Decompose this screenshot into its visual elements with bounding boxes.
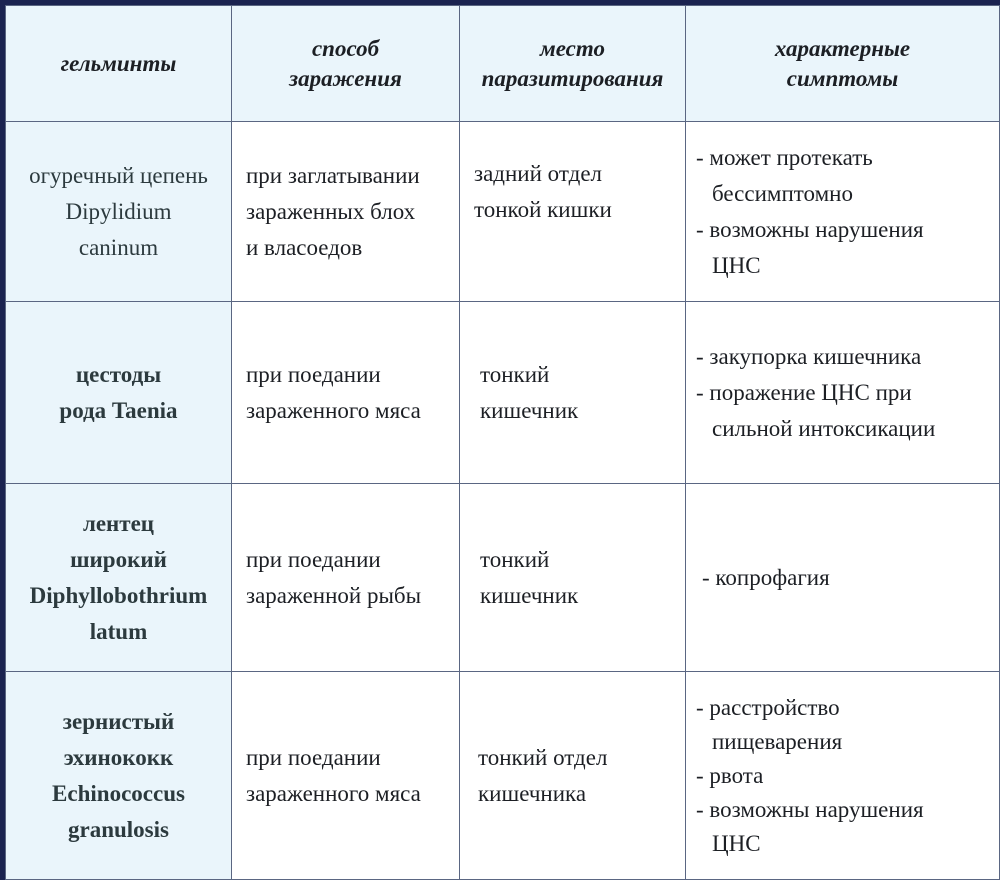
helminth-cell — [6, 122, 232, 302]
helminth-name: рода Taenia — [59, 397, 178, 423]
method-text: зараженного мяса — [246, 780, 421, 806]
header-row — [6, 6, 1000, 122]
location-text: тонкий отдел — [478, 744, 608, 770]
helminth-name: caninum — [78, 234, 159, 260]
symptoms-cell — [686, 302, 1000, 484]
header-infection-method — [232, 6, 460, 122]
symptom-text: ЦНС — [712, 252, 761, 278]
header-text: способ — [311, 35, 380, 61]
helminth-name: Echinococcus — [52, 780, 185, 806]
helminth-name: granulosis — [68, 816, 169, 842]
location-text: тонкий — [480, 361, 550, 387]
location-text: кишечник — [480, 397, 579, 423]
method-text: при поедании — [246, 361, 381, 387]
header-text: место — [540, 35, 605, 61]
location-cell — [460, 122, 686, 302]
helminth-name: широкий — [70, 546, 167, 572]
symptoms-cell — [686, 122, 1000, 302]
helminth-name: огуречный цепень — [29, 162, 208, 188]
location-cell — [460, 302, 686, 484]
helminth-name: цестоды — [75, 361, 162, 387]
helminth-name: latum — [89, 618, 148, 644]
location-cell — [460, 484, 686, 672]
helminth-name: Dipylidium — [65, 198, 172, 224]
method-text: при заглатывании — [246, 162, 420, 188]
table-row — [6, 122, 1000, 302]
helminth-name: Diphyllobothrium — [29, 582, 208, 608]
symptom-text: - рвота — [696, 762, 764, 788]
method-text: зараженных блох — [246, 198, 416, 224]
method-cell — [232, 302, 460, 484]
method-text: и власоедов — [246, 234, 363, 260]
method-text: при поедании — [246, 744, 381, 770]
header-text: симптомы — [786, 65, 899, 91]
helminths-table — [5, 5, 1000, 880]
symptoms-cell — [686, 672, 1000, 880]
symptom-text: сильной интоксикации — [712, 415, 936, 441]
symptom-text: - поражение ЦНС при — [696, 379, 912, 405]
symptom-text: - закупорка кишечника — [696, 343, 922, 369]
header-symptoms — [686, 6, 1000, 122]
helminth-name: эхинококк — [63, 744, 174, 770]
location-cell — [460, 672, 686, 880]
symptom-text: ЦНС — [712, 830, 761, 856]
symptom-text: - копрофагия — [702, 564, 830, 590]
header-text: характерные — [774, 35, 911, 61]
symptom-text: - возможны нарушения — [696, 796, 924, 822]
location-text: кишечник — [480, 582, 579, 608]
location-text: тонкой кишки — [474, 196, 612, 222]
header-text: паразитирования — [481, 65, 664, 91]
location-text: задний отдел — [474, 160, 603, 186]
table-row — [6, 484, 1000, 672]
location-text: тонкий — [480, 546, 550, 572]
table-row — [6, 672, 1000, 880]
helminth-name: зернистый — [62, 708, 175, 734]
helminth-cell — [6, 672, 232, 880]
method-text: при поедании — [246, 546, 381, 572]
helminth-name: лентец — [82, 510, 155, 536]
header-text: гельминты — [60, 50, 177, 76]
header-helminths — [6, 6, 232, 122]
header-parasitism-site — [460, 6, 686, 122]
method-cell — [232, 672, 460, 880]
symptoms-cell — [686, 484, 1000, 672]
method-cell — [232, 122, 460, 302]
symptom-text: - расстройство — [696, 694, 840, 720]
method-text: зараженного мяса — [246, 397, 421, 423]
table-row — [6, 302, 1000, 484]
helminth-cell — [6, 484, 232, 672]
method-cell — [232, 484, 460, 672]
header-text: заражения — [289, 65, 402, 91]
location-text: кишечника — [478, 780, 587, 806]
helminth-cell — [6, 302, 232, 484]
symptom-text: - может протекать — [696, 144, 873, 170]
method-text: зараженной рыбы — [246, 582, 422, 608]
symptom-text: бессимптомно — [712, 180, 853, 206]
symptom-text: пищеварения — [712, 728, 843, 754]
symptom-text: - возможны нарушения — [696, 216, 924, 242]
